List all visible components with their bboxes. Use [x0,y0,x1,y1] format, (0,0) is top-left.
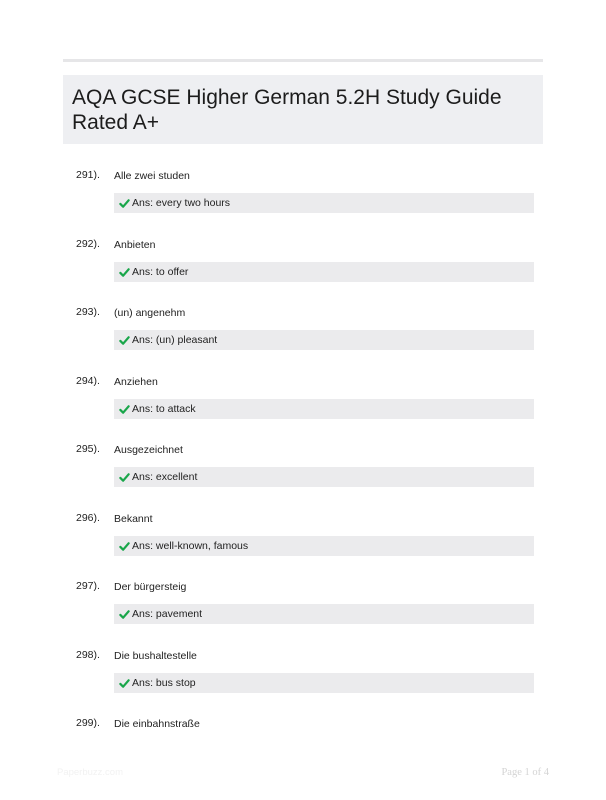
check-icon [119,472,130,483]
check-icon [119,609,130,620]
qa-item [0,443,606,503]
check-icon [119,404,130,415]
question-text: Ausgezeichnet [114,444,183,456]
answer-text: Ans: every two hours [132,197,231,209]
page-number: Page 1 of 4 [501,767,549,778]
qa-item [0,238,606,298]
check-icon [119,267,130,278]
answer-text: Ans: excellent [132,471,198,483]
answer-box [114,262,534,282]
answer-text: Ans: well-known, famous [132,540,249,552]
question-text: Die einbahnstraße [114,718,200,730]
answer-text: Ans: to attack [132,403,196,415]
qa-item [0,649,606,709]
answer-box [114,330,534,350]
question-number: 296). [76,512,100,524]
answer-text: Ans: (un) pleasant [132,334,218,346]
question-text: Bekannt [114,513,153,525]
answer-box [114,604,534,624]
question-number: 294). [76,375,100,387]
question-number: 293). [76,306,100,318]
question-number: 292). [76,238,100,250]
answer-text: Ans: pavement [132,608,203,620]
question-text: Die bushaltestelle [114,650,197,662]
question-number: 299). [76,717,100,729]
question-text: Anbieten [114,239,156,251]
document-title: AQA GCSE Higher German 5.2H Study Guide Rated A+ [72,86,502,134]
answer-text: Ans: bus stop [132,677,196,689]
check-icon [119,541,130,552]
title-banner [63,75,543,144]
check-icon [119,678,130,689]
qa-item [0,512,606,572]
answer-box [114,193,534,213]
top-divider [63,59,543,62]
footer-watermark: Paperbuzz.com [57,767,124,778]
check-icon [119,335,130,346]
question-number: 298). [76,649,100,661]
qa-item [0,375,606,435]
check-icon [119,198,130,209]
question-number: 295). [76,443,100,455]
answer-box [114,467,534,487]
question-text: Alle zwei studen [114,170,190,182]
question-text: Der bürgersteig [114,581,187,593]
question-number: 291). [76,169,100,181]
question-text: (un) angenehm [114,307,186,319]
qa-item [0,580,606,640]
qa-item [0,306,606,366]
question-number: 297). [76,580,100,592]
answer-text: Ans: to offer [132,266,189,278]
answer-box [114,399,534,419]
answer-box [114,673,534,693]
qa-item [0,169,606,229]
answer-box [114,536,534,556]
question-text: Anziehen [114,376,158,388]
